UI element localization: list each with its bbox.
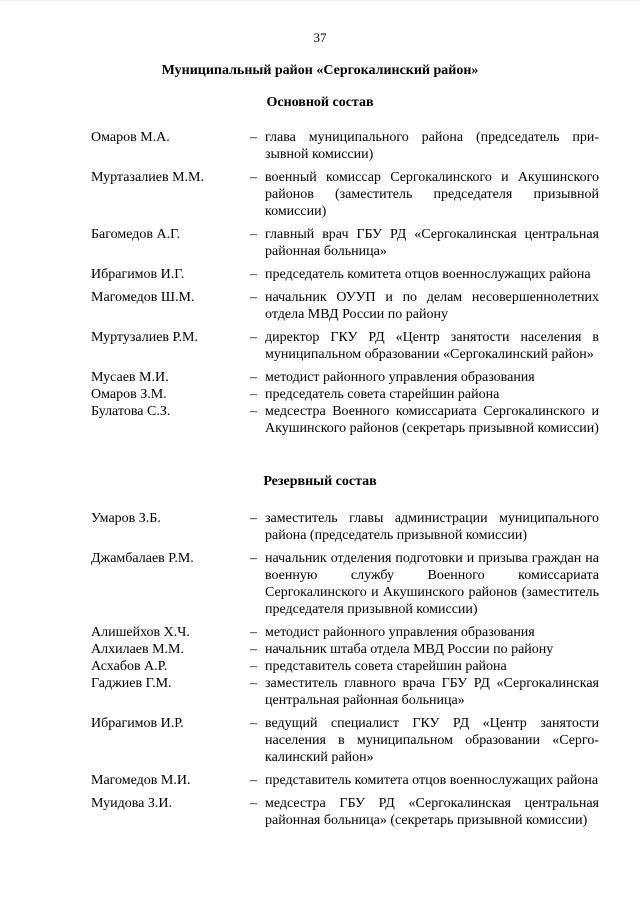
- member-name: Омаров З.М.: [91, 387, 167, 402]
- main-members-list: [0, 129, 640, 437]
- scan-edge-line: [0, 0, 640, 1]
- member-name: Алхилаев М.М.: [91, 642, 185, 657]
- member-name: Гаджиев Г.М.: [91, 676, 172, 691]
- dash: –: [250, 642, 257, 657]
- member-role: методист районного управления образования: [265, 370, 535, 385]
- document-title: Муниципальный район «Сергокалинский район»: [161, 63, 479, 78]
- dash: –: [250, 551, 257, 566]
- member-role: заместитель главного врача ГБУ РД «Сергокалинская центральная районная больница»: [265, 676, 599, 708]
- member-row: [0, 658, 640, 675]
- member-row: [0, 641, 640, 658]
- dash: –: [250, 290, 257, 305]
- dash: –: [250, 330, 257, 345]
- dash: –: [250, 170, 257, 185]
- member-row: [0, 550, 640, 618]
- member-name: Умаров З.Б.: [91, 511, 161, 526]
- dash: –: [250, 227, 257, 242]
- dash: –: [250, 676, 257, 691]
- dash: –: [250, 267, 257, 282]
- member-row: [0, 386, 640, 403]
- member-name: Ибрагимов И.Р.: [91, 716, 184, 731]
- member-role: начальник отделения подготовки и призыва граждан на военную службу Военного комиссариата Сергокалинского и Акушинского районов (заместитель председателя призывной комиссии): [265, 551, 599, 617]
- member-role: медсестра Военного комиссариата Сергокалинского и Акушинского районов (секретарь призывной комиссии): [265, 404, 599, 436]
- member-role: ведущий специалист ГКУ РД «Центр занятости населения в муниципальном образовании «Сергокалинский район»: [265, 716, 599, 765]
- dash: –: [250, 130, 257, 145]
- member-row: [0, 266, 640, 283]
- member-role: директор ГКУ РД «Центр занятости населения в муниципальном образовании «Сергокалинский район»: [265, 330, 599, 362]
- member-name: Муртузалиев Р.М.: [91, 330, 199, 345]
- section-title-main: Основной состав: [266, 95, 374, 110]
- member-row: [0, 675, 640, 709]
- member-name: Мусаев М.И.: [91, 370, 169, 385]
- member-role: начальник штаба отдела МВД России по району: [265, 642, 554, 657]
- member-role: заместитель главы администрации муниципального района (председатель призывной комиссии): [265, 511, 599, 543]
- member-role: военный комиссар Сергокалинского и Акушинского районов (заместитель председателя призывной комиссии): [265, 170, 599, 219]
- member-row: [0, 129, 640, 163]
- dash: –: [250, 387, 257, 402]
- member-row: [0, 169, 640, 220]
- member-row: [0, 403, 640, 437]
- member-role: главный врач ГБУ РД «Сергокалинская центральная районная больница»: [265, 227, 599, 259]
- member-row: [0, 772, 640, 789]
- member-name: Магомедов Ш.М.: [91, 290, 195, 305]
- member-row: [0, 289, 640, 323]
- member-role: председатель комитета отцов военнослужащих района: [265, 267, 591, 282]
- dash: –: [250, 511, 257, 526]
- member-role: представитель совета старейшин района: [265, 659, 507, 674]
- member-row: [0, 715, 640, 766]
- member-row: [0, 510, 640, 544]
- member-name: Алишейхов Х.Ч.: [91, 625, 190, 640]
- member-name: Магомедов М.И.: [91, 773, 191, 788]
- member-role: председатель совета старейшин района: [265, 387, 500, 402]
- member-role: медсестра ГБУ РД «Сергокалинская центральная районная больница» (секретарь призывной комиссии): [265, 796, 599, 828]
- dash: –: [250, 773, 257, 788]
- page-number: 37: [313, 30, 327, 45]
- section-title-reserve: Резервный состав: [263, 474, 377, 489]
- member-row: [0, 329, 640, 363]
- member-row: [0, 226, 640, 260]
- dash: –: [250, 625, 257, 640]
- dash: –: [250, 404, 257, 419]
- member-role: методист районного управления образования: [265, 625, 535, 640]
- member-name: Муртазалиев М.М.: [91, 170, 204, 185]
- dash: –: [250, 659, 257, 674]
- dash: –: [250, 370, 257, 385]
- member-role: представитель комитета отцов военнослужащих района: [265, 773, 599, 788]
- member-name: Асхабов А.Р.: [91, 659, 168, 674]
- member-name: Багомедов А.Г.: [91, 227, 181, 242]
- member-name: Омаров М.А.: [91, 130, 170, 145]
- reserve-members-list: [0, 510, 640, 829]
- member-role: глава муниципального района (председатель призывной комиссии): [265, 130, 599, 162]
- dash: –: [250, 796, 257, 811]
- member-name: Булатова С.З.: [91, 404, 171, 419]
- member-role: начальник ОУУП и по делам несовершеннолетних отдела МВД России по району: [265, 290, 599, 322]
- dash: –: [250, 716, 257, 731]
- member-name: Муидова З.И.: [91, 796, 172, 811]
- member-name: Ибрагимов И.Г.: [91, 267, 185, 282]
- member-row: [0, 369, 640, 386]
- member-row: [0, 624, 640, 641]
- member-row: [0, 795, 640, 829]
- member-name: Джамбалаев Р.М.: [91, 551, 194, 566]
